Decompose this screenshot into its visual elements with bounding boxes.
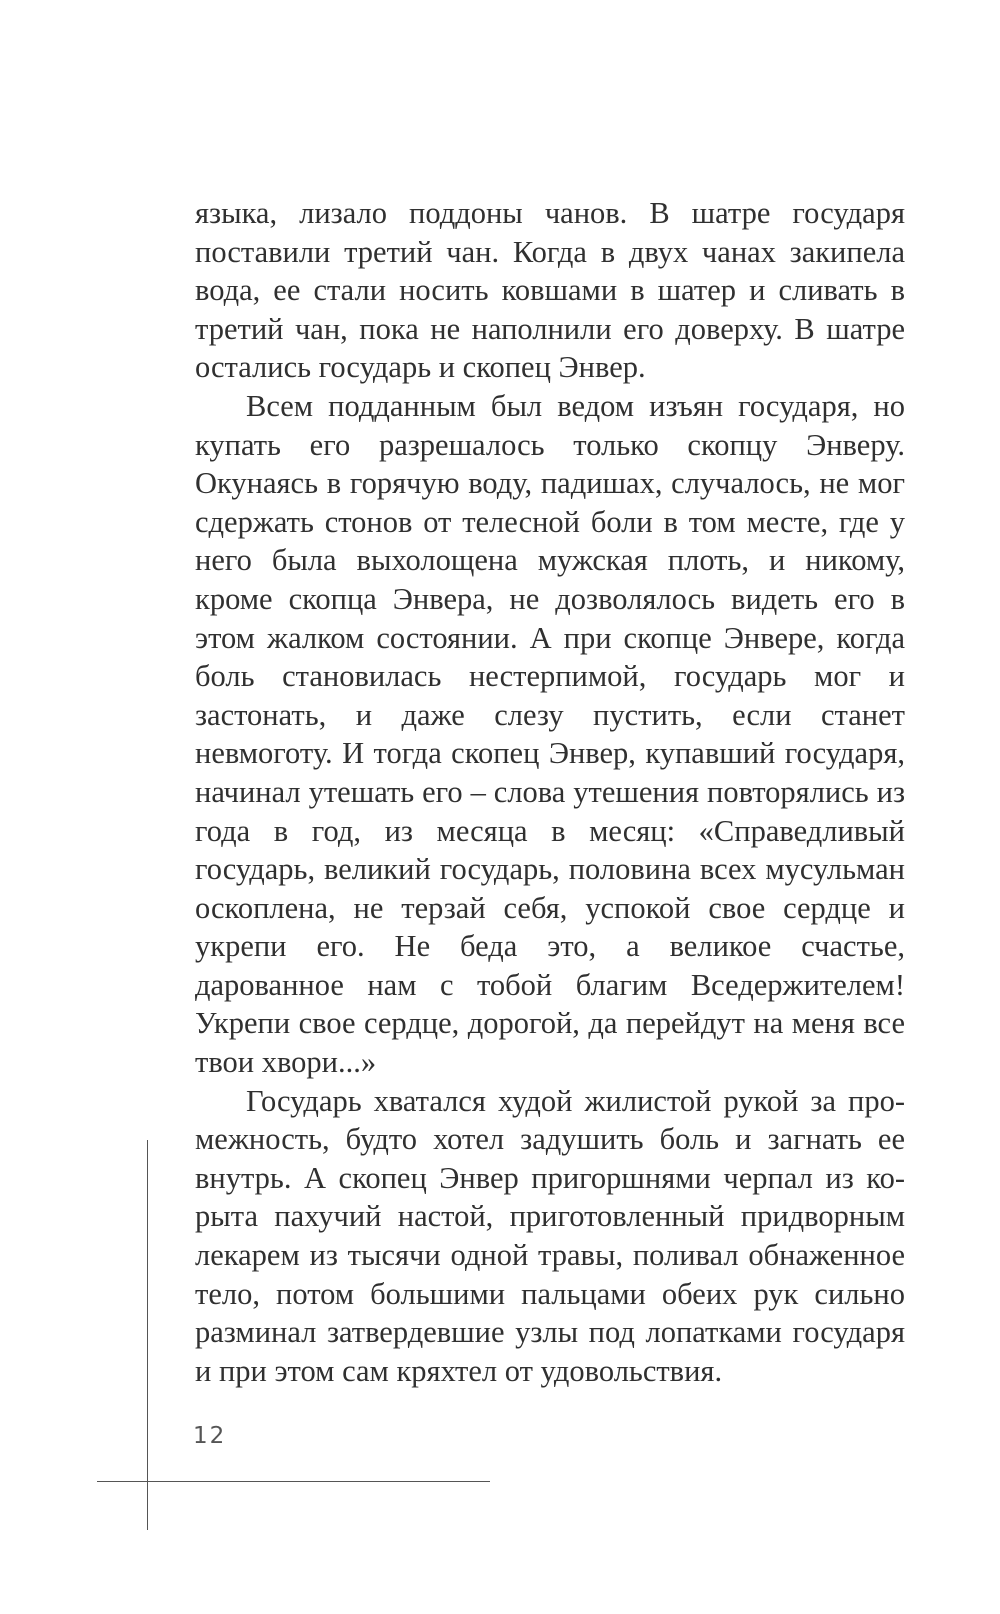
body-text xyxy=(195,194,905,1390)
page-number: 12 xyxy=(193,1423,227,1449)
paragraph-1: языка, лизало поддоны чанов. В шатре государя поставили третий чан. Когда в двух чанах закипела вода, ее стали носить ковшами в шатер и сливать в третий чан, пока не наполнили его доверху. В шатре остались государь и скопец Энвер. xyxy=(195,196,905,385)
paragraph-3: Государь хватался худой жилистой рукой за промежность, будто хотел задушить боль и загнать ее внутрь. А скопец Энвер пригоршнями черпал из корыта пахучий настой, приготовленный придворным лекарем из тысячи одной травы, поливал обнаженное тело, потом большими пальцами обеих рук сильно разминал затвердевшие узлы под лопатками государя и при этом сам кряхтел от удовольствия. xyxy=(195,1083,905,1388)
crop-mark-vertical xyxy=(147,1140,148,1530)
crop-mark-horizontal xyxy=(97,1481,490,1482)
paragraph-2: Всем подданным был ведом изъян государя, но купать его разрешалось только скопцу Энверу. Окунаясь в горячую воду, падишах, случалось, не мог сдержать стонов от телесной боли в том месте, где у него была выхолощена мужская плоть, и никому, кроме скопца Энвера, не дозволялось видеть его в этом жалком состоянии. А при скопце Энвере, когда боль становилась нестерпимой, государь мог и застонать, и даже слезу пустить, если станет невмоготу. И тогда скопец Энвер, купавший государя, начинал утешать его – слова утешения повторялись из года в год, из месяца в месяц: «Справедливый государь, великий государь, половина всех мусульман оскоплена, не терзай себя, успокой свое сердце и укрепи его. Не беда это, а великое счастье, дарованное нам с тобой благим Вседержителем! Укрепи свое сердце, дорогой, да перейдут на меня все твои хвори...» xyxy=(195,388,905,1080)
